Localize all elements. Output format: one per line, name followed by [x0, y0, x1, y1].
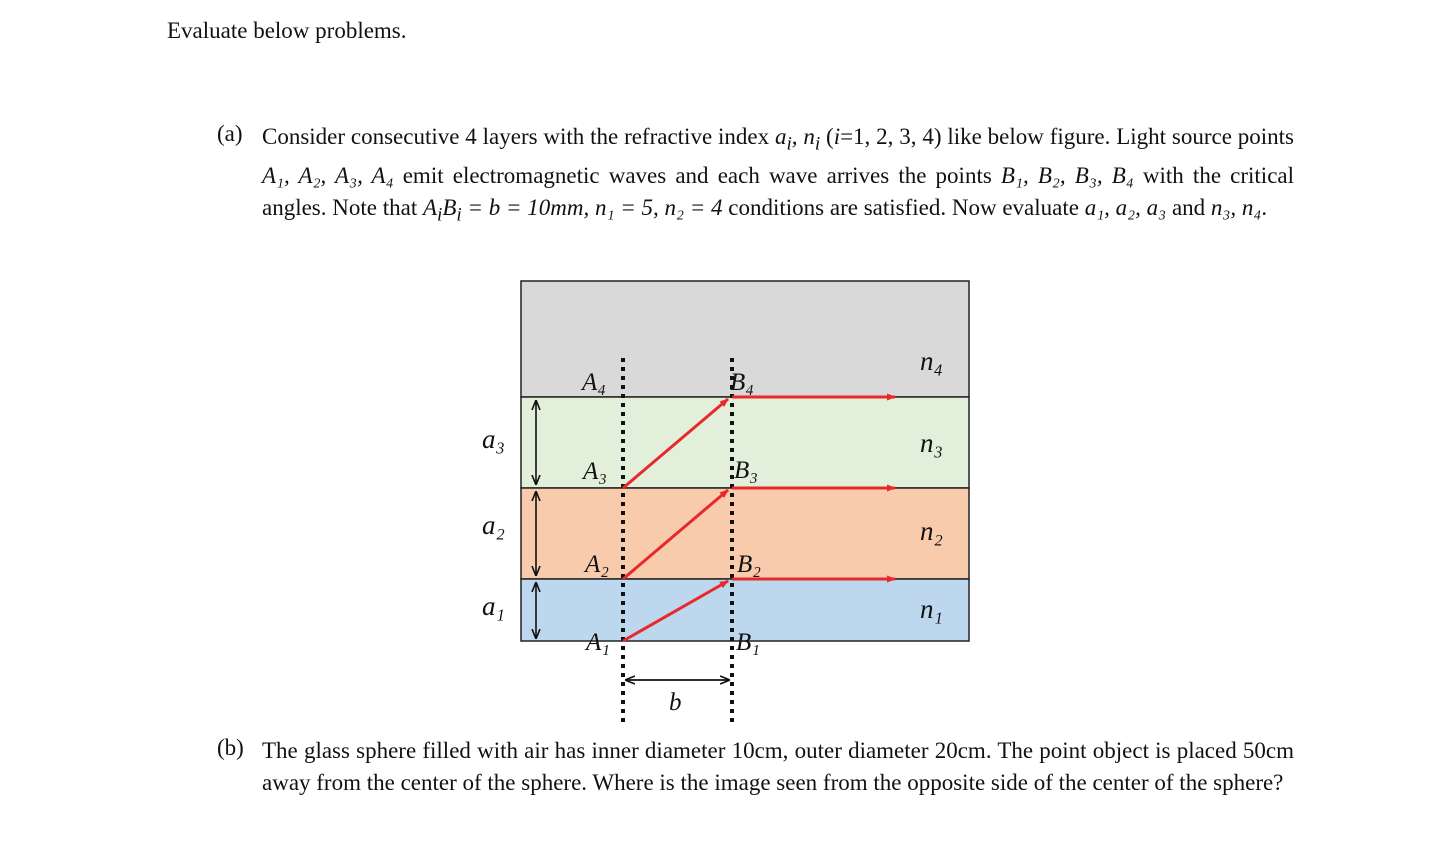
- label-B4: B₄: [730, 369, 754, 396]
- problem-a-text: Consider consecutive 4 layers with the refractive index $a_i$, $n_i$ (i=1, 2, 3, 4) like below figure. Light source points A₁, A₂, A₃, A₄ emit electromagnetic waves and each wave arrives the points B₁, B₂, B₃, B₄ with the critical angles. Note that $A_iB_i = b = 10mm$, n₁ = 5, n₂ = 4 conditions are satisfied. Now evaluate a₁, a₂, a₃ and n₃, n₄.: [262, 124, 1295, 226]
- label-b: b: [669, 689, 682, 716]
- label-a2: a₂: [482, 510, 505, 540]
- label-B2: B₂: [737, 551, 761, 578]
- label-a1: a₁: [482, 591, 505, 621]
- label-a3: a₃: [482, 424, 505, 454]
- problem-a-label: (a): [217, 121, 243, 146]
- label-A3: A₃: [583, 458, 607, 485]
- label-n2: n₂: [920, 516, 943, 546]
- label-B3: B₃: [734, 457, 758, 484]
- label-n3: n₃: [920, 428, 943, 458]
- problem-b-label: (b): [217, 735, 244, 760]
- label-n1: n₁: [920, 594, 943, 624]
- problem-b-text: The glass sphere filled with air has inner diameter 10cm, outer diameter 20cm. The point object is placed 50cm away from the center of the sphere. Where is the image seen from the opposite side of the center of the sphere?: [262, 738, 1294, 795]
- label-A2: A₂: [585, 551, 609, 578]
- page-heading: Evaluate below problems.: [167, 18, 407, 43]
- label-A4: A₄: [582, 369, 606, 396]
- label-B1: B₁: [736, 629, 760, 656]
- label-A1: A₁: [586, 629, 610, 656]
- layers-figure: [470, 270, 980, 730]
- label-n4: n₄: [920, 346, 943, 376]
